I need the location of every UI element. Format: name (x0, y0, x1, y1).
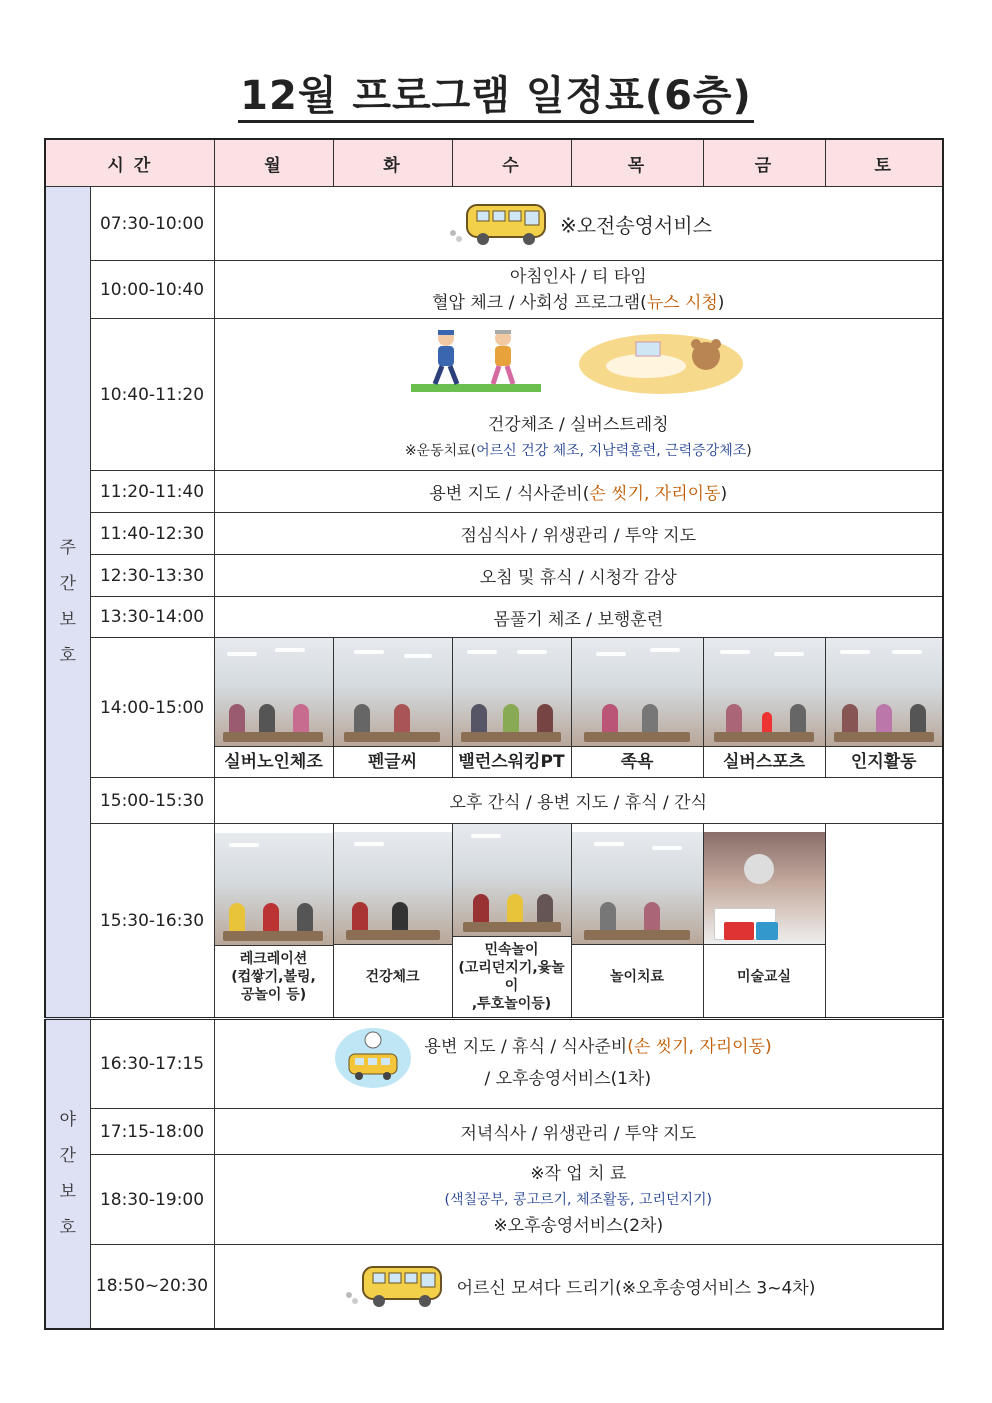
program-cell (214, 824, 333, 1019)
activity-text: ) (717, 292, 725, 313)
activity-text: ※작 업 치 료 (530, 1163, 627, 1184)
section-day-care: 주 간 보 호 (45, 187, 90, 1019)
program-caption: 실버스포츠 (704, 746, 825, 777)
table-row (45, 638, 943, 778)
program-caption: 레크레이션 (컵쌓기,볼링, 공놀이 등) (215, 945, 333, 1008)
activity-cell: 저녁식사 / 위생관리 / 투약 지도 (214, 1109, 943, 1155)
header-day: 목 (571, 139, 703, 187)
activity-text: ※운동치료( (404, 442, 477, 459)
activity-cell: 오침 및 휴식 / 시청각 감상 (214, 555, 943, 597)
table-row (45, 824, 943, 1019)
activity-photo (334, 832, 452, 944)
table-row (45, 1245, 943, 1329)
activity-photo (453, 824, 571, 936)
program-cell (571, 824, 703, 1019)
header-day: 월 (214, 139, 333, 187)
page-title: 12월 프로그램 일정표(6층) (0, 64, 992, 121)
time-cell: 17:15-18:00 (90, 1109, 214, 1155)
activity-text: ) (746, 442, 752, 459)
activity-text: 아침인사 / 티 타임 (509, 266, 647, 287)
header-row (45, 139, 943, 187)
activity-cell: 몸풀기 체조 / 보행훈련 (214, 597, 943, 638)
time-cell: 14:00-15:00 (90, 638, 214, 778)
activity-text: 용변 지도 / 식사준비( (429, 484, 590, 504)
activity-text: ※오전송영서비스 (559, 213, 712, 237)
activity-cell (214, 319, 943, 471)
program-cell (825, 638, 943, 778)
time-cell: 07:30-10:00 (90, 187, 214, 261)
program-caption: 놀이치료 (572, 944, 703, 1009)
program-cell-empty (825, 824, 943, 1019)
activity-highlight: 뉴스 시청 (646, 292, 718, 313)
section-night-care: 야 간 보 호 (45, 1019, 90, 1329)
table-row (45, 471, 943, 513)
activity-photo (572, 832, 703, 944)
program-caption: 실버노인체조 (215, 746, 333, 777)
activity-text: ) (720, 484, 728, 504)
time-cell: 13:30-14:00 (90, 597, 214, 638)
table-row (45, 1109, 943, 1155)
program-caption: 족욕 (572, 746, 703, 777)
activity-cell (214, 1155, 943, 1245)
time-cell: 10:00-10:40 (90, 261, 214, 319)
activity-cell (214, 261, 943, 319)
program-caption: 건강체크 (334, 944, 452, 1009)
activity-text: 용변 지도 / 휴식 / 식사준비 (424, 1037, 628, 1057)
time-cell: 11:40-12:30 (90, 513, 214, 555)
time-cell: 18:50~20:30 (90, 1245, 214, 1329)
program-caption: 밸런스워킹PT (453, 746, 571, 777)
activity-photo (704, 638, 825, 746)
program-caption: 펜글씨 (334, 746, 452, 777)
activity-photo (704, 832, 825, 944)
activity-photo (572, 638, 703, 746)
activity-cell (214, 471, 943, 513)
table-row (45, 597, 943, 638)
program-cell (333, 638, 452, 778)
activity-photo (215, 638, 333, 746)
nap-illustration-icon (576, 326, 746, 396)
table-row (45, 555, 943, 597)
header-day: 화 (333, 139, 452, 187)
time-cell: 15:30-16:30 (90, 824, 214, 1019)
activity-highlight: 어르신 건강 체조, 지남력훈련, 근력증강체조 (476, 442, 747, 459)
activity-photo (334, 638, 452, 746)
time-cell: 18:30-19:00 (90, 1155, 214, 1245)
program-cell (214, 638, 333, 778)
program-caption: 미술교실 (704, 944, 825, 1009)
activity-text: 혈압 체크 / 사회성 프로그램( (432, 292, 647, 313)
time-cell: 10:40-11:20 (90, 319, 214, 471)
program-cell (452, 638, 571, 778)
program-cell (703, 824, 825, 1019)
table-row (45, 187, 943, 261)
bus-icon (341, 1261, 451, 1311)
activity-cell: 점심식사 / 위생관리 / 투약 지도 (214, 513, 943, 555)
table-row (45, 778, 943, 824)
bus-station-icon (333, 1026, 413, 1090)
table-row (45, 319, 943, 471)
table-row (45, 261, 943, 319)
header-day: 토 (825, 139, 943, 187)
activity-photo (215, 833, 333, 945)
activity-text: ※오후송영서비스(2차) (493, 1215, 664, 1236)
time-cell: 16:30-17:15 (90, 1019, 214, 1109)
activity-cell (214, 187, 943, 261)
activity-cell (214, 1245, 943, 1329)
program-cell (571, 638, 703, 778)
table-row (45, 1155, 943, 1245)
activity-highlight: (손 씻기, 자리이동) (627, 1037, 772, 1057)
activity-cell (214, 1019, 943, 1109)
activity-photo (453, 638, 571, 746)
activity-text: 어르신 모셔다 드리기(※오후송영서비스 3~4차) (456, 1278, 816, 1299)
program-cell (333, 824, 452, 1019)
bus-icon (445, 199, 555, 249)
activity-highlight: (색칠공부, 콩고르기, 체조활동, 고리던지기) (444, 1191, 713, 1208)
header-day: 금 (703, 139, 825, 187)
activity-text: 건강체조 / 실버스트레칭 (487, 414, 669, 435)
time-cell: 11:20-11:40 (90, 471, 214, 513)
table-row (45, 513, 943, 555)
time-cell: 15:00-15:30 (90, 778, 214, 824)
schedule-table (44, 138, 944, 1330)
activity-cell: 오후 간식 / 용변 지도 / 휴식 / 간식 (214, 778, 943, 824)
activity-photo (826, 638, 943, 746)
exercising-seniors-icon (411, 326, 541, 396)
program-caption: 인지활동 (826, 746, 943, 777)
program-cell (452, 824, 571, 1019)
header-time: 시 간 (45, 139, 214, 187)
header-day: 수 (452, 139, 571, 187)
activity-highlight: 손 씻기, 자리이동 (589, 484, 721, 504)
activity-text: / 오후송영서비스(1차) (484, 1069, 652, 1089)
table-row (45, 1019, 943, 1109)
time-cell: 12:30-13:30 (90, 555, 214, 597)
program-caption: 민속놀이 (고리던지기,윷놀이 ,투호놀이등) (453, 936, 571, 1017)
program-cell (703, 638, 825, 778)
